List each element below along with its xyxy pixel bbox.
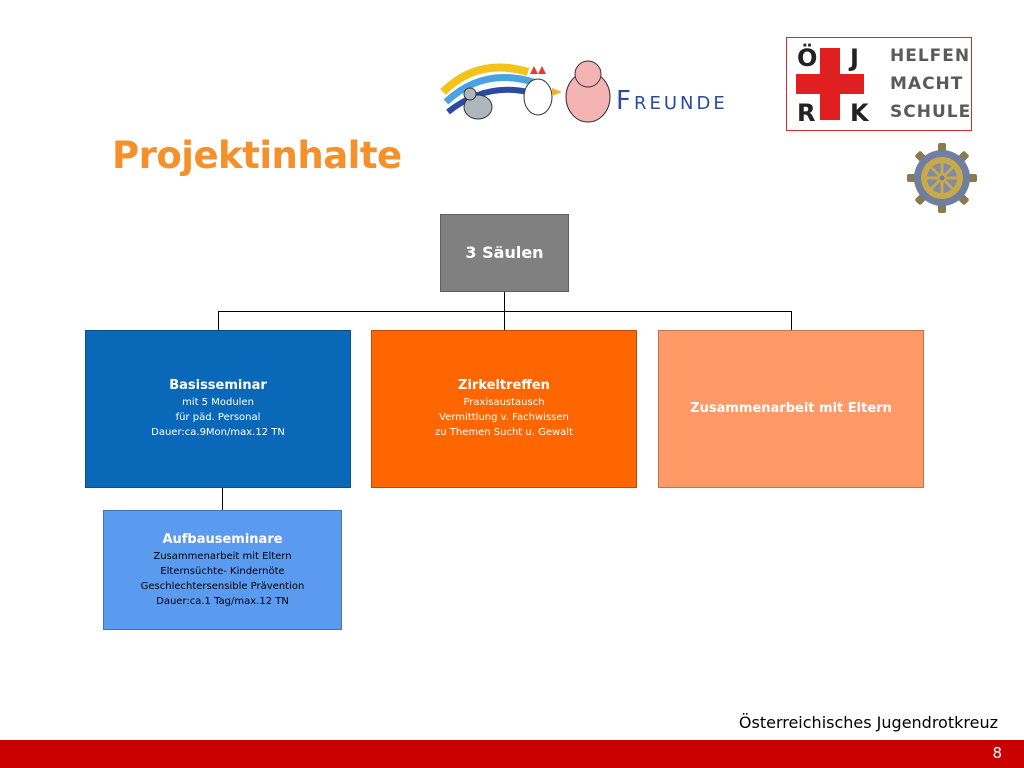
connector-to-zirkel xyxy=(504,311,505,330)
ojrk-letter-k: K xyxy=(850,99,869,127)
pillar-zusammenarbeit-eltern xyxy=(658,330,924,488)
connector-basis-to-aufbau xyxy=(222,488,223,510)
ojrk-word-helfen: HELFEN xyxy=(890,46,971,66)
connector-to-eltern xyxy=(791,311,792,330)
rotary-wheel-icon xyxy=(907,143,977,213)
footer-bar xyxy=(0,740,1024,768)
footer-organization: Österreichisches Jugendrotkreuz xyxy=(738,713,998,732)
root-label: 3 Säulen xyxy=(465,242,544,262)
connector-horizontal xyxy=(218,311,792,312)
pillar-basisseminar xyxy=(85,330,351,488)
sub-aufbauseminare xyxy=(103,510,342,630)
pillar-title: Zirkeltreffen xyxy=(458,378,550,393)
pillar-line: zu Themen Sucht u. Gewalt xyxy=(435,427,573,438)
sub-title: Aufbauseminare xyxy=(162,531,283,547)
ojrk-word-schule: SCHULE xyxy=(890,102,972,122)
pillar-title: Basisseminar xyxy=(169,378,267,393)
freunde-logo-text: Freunde xyxy=(616,86,728,116)
sub-line: Elternsüchte- Kindernöte xyxy=(160,565,285,577)
pillar-line: mit 5 Modulen xyxy=(182,397,254,408)
diagram-root-node xyxy=(440,214,569,292)
ojrk-letter-j: J xyxy=(850,44,859,72)
sub-line: Dauer:ca.1 Tag/max.12 TN xyxy=(156,595,289,607)
page-number: 8 xyxy=(992,744,1002,762)
pillar-zirkeltreffen xyxy=(371,330,637,488)
pillar-line: Praxisaustausch xyxy=(463,397,545,408)
red-cross-icon-bar xyxy=(796,74,864,94)
ojrk-letter-o: Ö xyxy=(797,44,818,72)
connector-to-basis xyxy=(218,311,219,330)
sub-line: Geschlechtersensible Prävention xyxy=(140,580,305,592)
pillar-line: für päd. Personal xyxy=(175,412,261,423)
pillar-line: Dauer:ca.9Mon/max.12 TN xyxy=(151,427,285,438)
pillar-line: Vermittlung v. Fachwissen xyxy=(439,412,569,423)
ojrk-letter-r: R xyxy=(797,99,816,127)
sub-line: Zusammenarbeit mit Eltern xyxy=(153,550,292,562)
pillar-title: Zusammenarbeit mit Eltern xyxy=(690,400,892,416)
ojrk-word-macht: MACHT xyxy=(890,74,964,94)
page-title: Projektinhalte xyxy=(112,134,402,177)
connector-root-down xyxy=(504,292,505,312)
